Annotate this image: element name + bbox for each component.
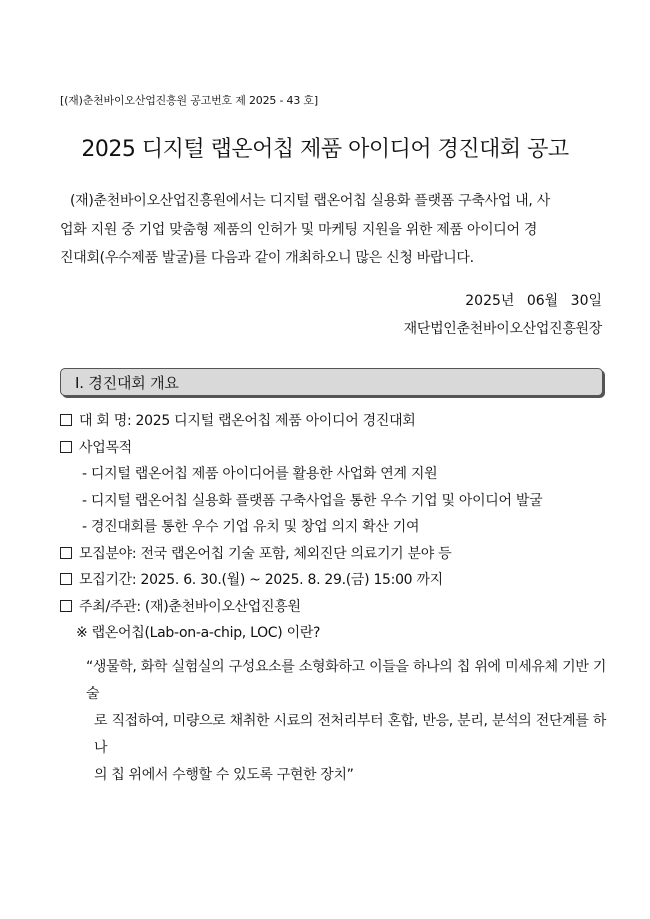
host-text: 주최/주관: (재)춘천바이오산업진흥원: [79, 598, 301, 615]
quote-line: “생물학, 화학 실험실의 구성요소를 소형화하고 이들을 하나의 칩 위에 미세유체 기반 기술: [86, 659, 606, 702]
checkbox-bullet-icon: [60, 547, 72, 559]
notice-number: [(재)춘천바이오산업진흥원 공고번호 제 2025 - 43 호]: [60, 94, 318, 107]
contest-name-text: 대 회 명: 2025 디지털 랩온어칩 제품 아이디어 경진대회: [79, 413, 416, 429]
purpose-item: - 경진대회를 통한 우수 기업 유치 및 창업 의지 확산 기여: [82, 519, 420, 535]
purpose-label: 사업목적: [79, 439, 132, 456]
page-title: 2025 디지털 랩온어칩 제품 아이디어 경진대회 공고: [81, 137, 569, 162]
section-title: I. 경진대회 개요: [75, 374, 179, 392]
intro-line: (재)춘천바이오산업진흥원에서는 디지털 랩온어칩 실용화 플랫폼 구축사업 내, 사: [70, 193, 550, 209]
field-text: 모집분야: 전국 랩온어칩 기술 포함, 체외진단 의료기기 분야 등: [79, 545, 452, 562]
notice-date: 2025년 06월 30일: [465, 293, 602, 309]
overview-list: [60, 408, 620, 647]
note-question: ※ 랩온어칩(Lab-on-a-chip, LOC) 이란?: [76, 625, 321, 641]
list-item-field: [60, 541, 620, 568]
intro-paragraph: [60, 187, 608, 273]
intro-line: 진대회(우수제품 발굴)를 다음과 같이 개최하오니 많은 신청 바랍니다.: [60, 250, 474, 266]
checkbox-bullet-icon: [60, 573, 72, 585]
quote-line: 의 칩 위에서 수행할 수 있도록 구현한 장치”: [94, 767, 354, 783]
checkbox-bullet-icon: [60, 414, 72, 426]
list-item-contest-name: [60, 408, 620, 435]
checkbox-bullet-icon: [60, 600, 72, 612]
organization-name: 재단법인춘천바이오산업진흥원장: [403, 321, 602, 337]
list-item-period: [60, 567, 620, 594]
section-header-bar: [60, 368, 603, 396]
loc-definition-quote: [86, 654, 606, 789]
purpose-item: - 디지털 랩온어칩 제품 아이디어를 활용한 사업화 연계 지원: [82, 466, 438, 482]
period-text: 모집기간: 2025. 6. 30.(월) ~ 2025. 8. 29.(금) 15:00 까지: [79, 572, 443, 588]
purpose-item: - 디지털 랩온어칩 실용화 플랫폼 구축사업을 통한 우수 기업 및 아이디어 발굴: [82, 492, 543, 509]
quote-line: 로 직접하여, 미량으로 채취한 시료의 전처리부터 혼합, 반응, 분리, 분석의 전단계를 하나: [94, 713, 606, 756]
list-item-host: [60, 594, 620, 621]
checkbox-bullet-icon: [60, 441, 72, 453]
list-item-purpose: [60, 435, 620, 462]
intro-line: 업화 지원 중 기업 맞춤형 제품의 인허가 및 마케팅 지원을 위한 제품 아이디어 경: [60, 221, 538, 238]
